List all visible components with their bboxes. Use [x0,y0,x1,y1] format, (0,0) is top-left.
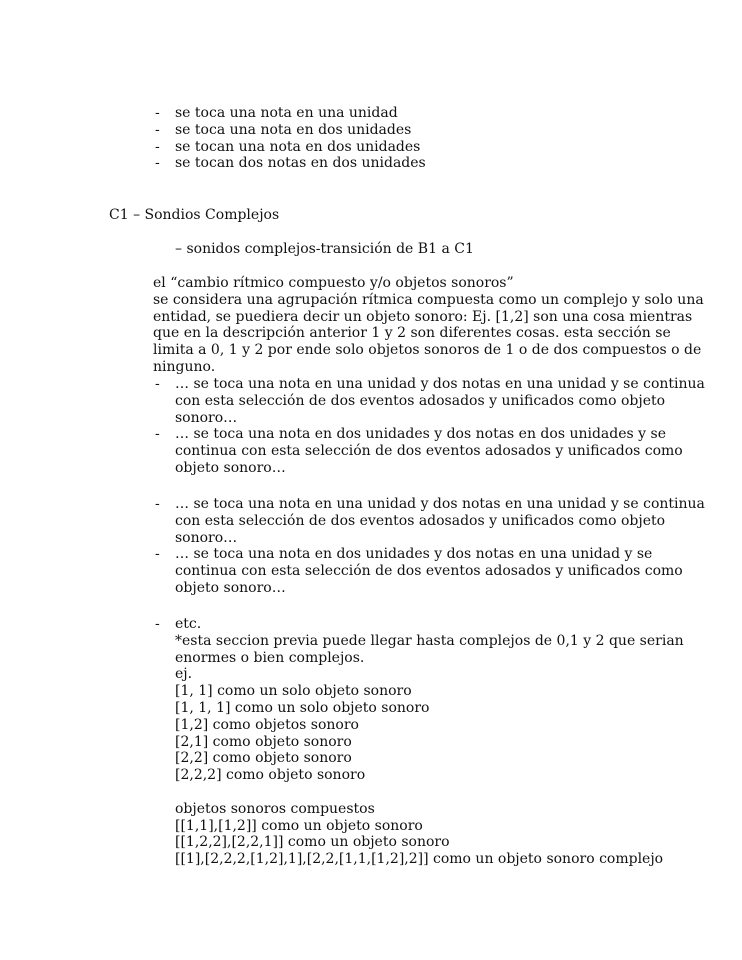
list-item-line: - … se toca una nota en dos unidades y dos notas en dos unidades y se [175,426,666,443]
example-line: [1, 1] como un solo objeto sonoro [175,683,412,700]
bullet-list-b [153,496,705,597]
list-item-line: continua con esta selección de dos eventos adosados y unificados como [175,563,683,580]
list-item [153,155,635,172]
list-item [153,546,683,596]
blank-line [175,784,635,801]
list-item-line: sonoro… [175,409,238,426]
etc-list [153,616,684,868]
list-item-line: continua con esta selección de dos eventos adosados y unificados como [175,443,683,460]
paragraph-line: que en la descripción anterior 1 y 2 son diferentes cosas. esta sección se [153,325,671,342]
paragraph-line: ninguno. [153,358,216,375]
list-item-text: se tocan dos notas en dos unidades [175,155,426,172]
compound-example-line: [[1,2,2],[2,2,1]] como un objeto sonoro [175,834,450,851]
list-item-line: - … se toca una nota en una unidad y dos notas en una unidad y se continua [175,496,705,512]
example-label: ej. [175,666,193,683]
list-item [153,105,635,122]
list-item-line: objeto sonoro… [175,459,286,476]
list-item [153,496,705,546]
paragraph-line: el “cambio rítmico compuesto y/o objetos sonoros” [153,275,514,291]
list-item [153,139,635,156]
example-line: [2,2] como objeto sonoro [175,750,352,767]
list-item-line: objeto sonoro… [175,579,286,596]
list-item [153,616,684,868]
section-subtitle: – sonidos complejos-transición de B1 a C1 [175,241,474,257]
list-item-text: se tocan una nota en dos unidades [175,138,421,155]
list-item-line: sonoro… [175,529,238,546]
list-item-line: - … se toca una nota en una unidad y dos notas en una unidad y se continua [175,376,705,392]
paragraph-line: entidad, se puediera decir un objeto sonoro: Ej. [1,2] son una cosa mientras [153,308,693,325]
list-item-line: - … se toca una nota en dos unidades y dos notas en una unidad y se [175,546,653,563]
paragraph-line: limita a 0, 1 y 2 por ende solo objetos sonoros de 1 o de dos compuestos o de [153,342,702,359]
etc-label: - etc. [175,616,202,632]
list-item-text: se toca una nota en una unidad [175,105,398,121]
list-item-line: con esta selección de dos eventos adosados y unificados como objeto [175,392,666,409]
list-item [153,426,683,476]
compound-example-line: [[1],[2,2,2,[1,2],1],[2,2,[1,1,[1,2],2]] como un objeto sonoro complejo [175,851,664,868]
example-line: [1,2] como objetos sonoro [175,716,359,733]
note-line: enormes o bien complejos. [175,649,365,666]
compound-example-line: [[1,1],[1,2]] como un objeto sonoro [175,817,423,834]
list-item [153,122,635,139]
list-item-line: con esta selección de dos eventos adosados y unificados como objeto [175,512,666,529]
example-line: [2,2,2] como objeto sonoro [175,767,366,784]
list-item-text: se toca una nota en dos unidades [175,121,412,138]
note-line: *esta seccion previa puede llegar hasta complejos de 0,1 y 2 que serian [175,632,684,649]
example-line: [2,1] como objeto sonoro [175,733,352,750]
list-item [153,376,705,426]
bullet-list-a [153,376,705,477]
intro-paragraph [153,275,704,376]
section-title: C1 – Sondios Complejos [109,207,280,223]
compound-label: objetos sonoros compuestos [175,800,375,817]
paragraph-line: se considera una agrupación rítmica compuesta como un complejo y solo una [153,291,704,308]
top-dash-list [153,105,635,172]
example-line: [1, 1, 1] como un solo objeto sonoro [175,699,430,716]
